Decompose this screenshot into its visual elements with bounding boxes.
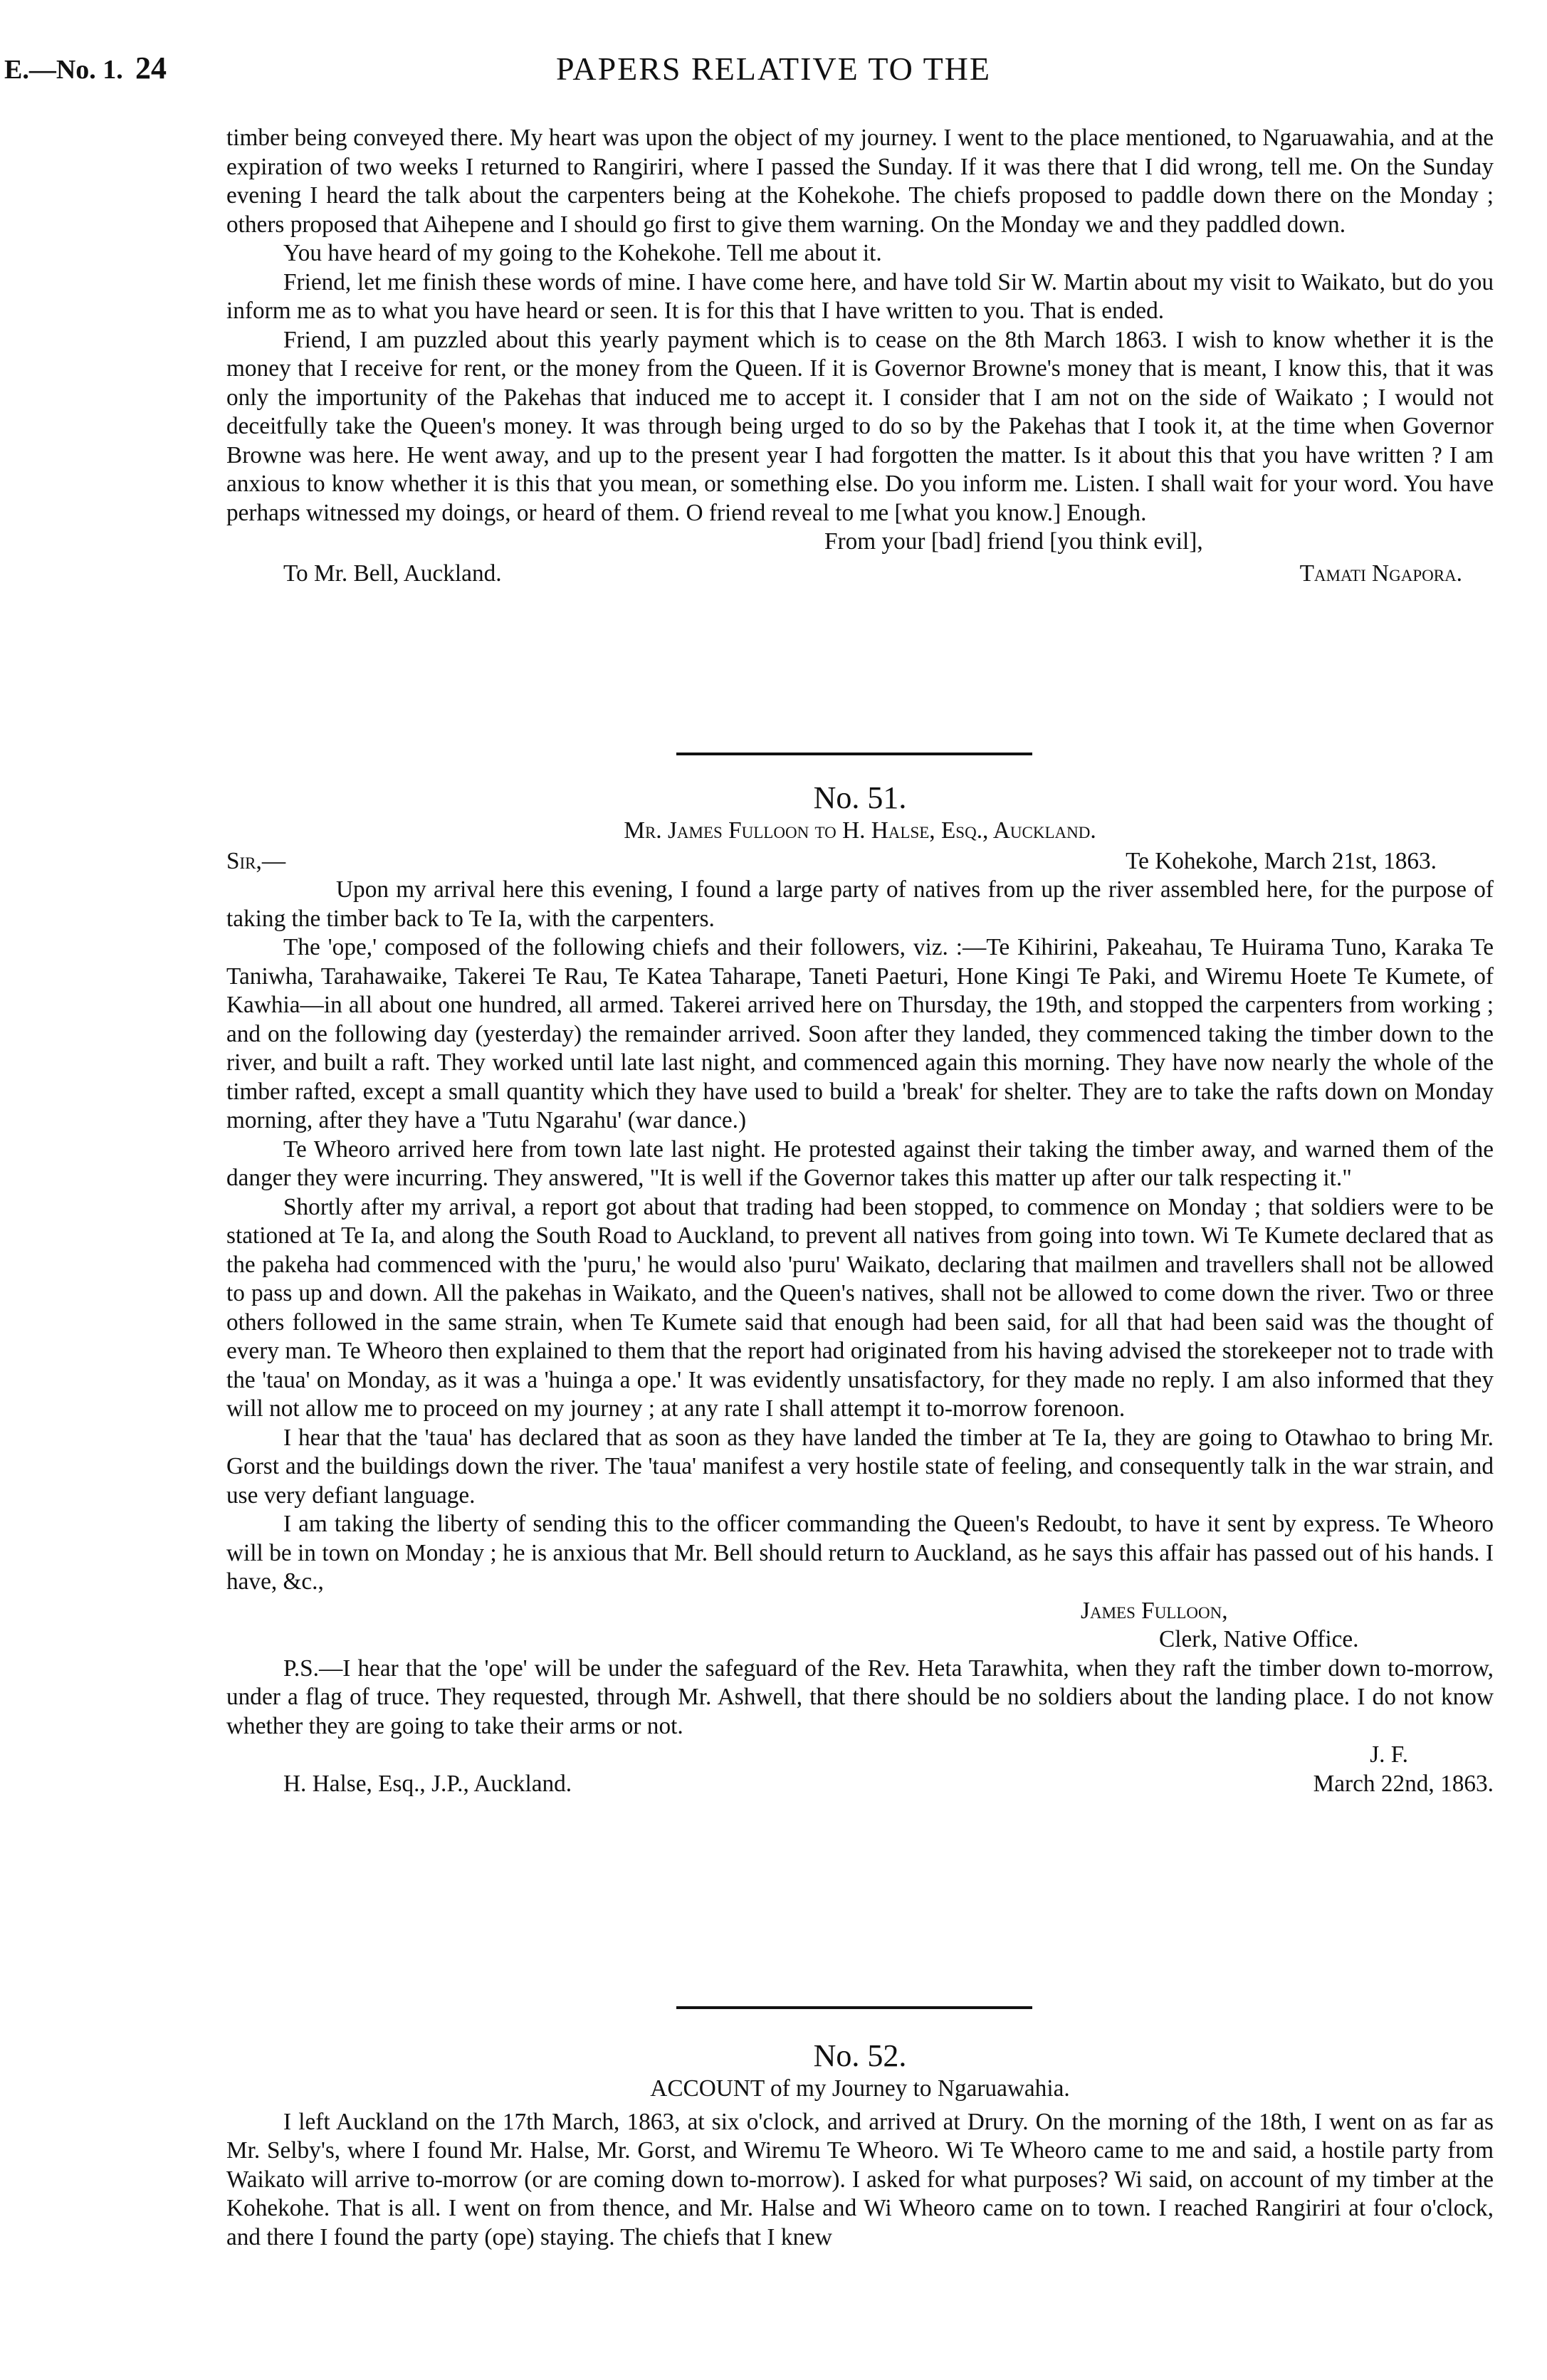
letter-paragraph: I am taking the liberty of sending this to the officer commanding the Queen's Redoubt, to have it sent by express. Te Wheoro will be in town on Monday ; he is anxious that Mr. Bell should return to Auckland, as he says this affair has passed out of his hands. I have, &c., <box>226 1511 1494 1595</box>
running-title: PAPERS RELATIVE TO THE <box>555 51 991 87</box>
letter-closing: From your [bad] friend [you think evil], <box>824 528 1203 555</box>
letter-paragraph: timber being conveyed there. My heart was upon the object of my journey. I went to the place mentioned, to Ngaruawahia, and at the expiration of two weeks I returned to Rangiriri, where I passed the Sunday. If it was there that I did wrong, tell me. On the Sunday evening I heard the talk about the carpenters being at the Kohekohe. The chiefs proposed to paddle down there on the Monday ; others proposed that Aihepene and I should go first to give them warning. On the Monday we and they paddled down. <box>226 125 1494 238</box>
postscript: P.S.—I hear that the 'ope' will be under the safeguard of the Rev. Heta Tarawhita, when they raft the timber down to-morrow, under a flag of truce. They requested, through Mr. Ashwell, that there should be no soldiers about the landing place. I do not know whether they are going to take their arms or not. <box>226 1655 1494 1739</box>
letter-paragraph: I left Auckland on the 17th March, 1863, at six o'clock, and arrived at Drury. On the morning of the 18th, I went on as far as Mr. Selby's, where I found Mr. Halse, Mr. Gorst, and Wiremu Te Wheoro. Wi Te Wheoro came to me and said, a hostile party from Waikato will arrive to-morrow (or are coming down to-morrow). I asked for what purposes? Wi said, on account of my timber at the Kohekohe. That is all. I went on from thence, and Mr. Halse and Wi Wheoro came on to town. I reached Rangiriri at four o'clock, and there I found the party (ope) staying. The chiefs that I knew <box>226 2108 1494 2250</box>
document-reference: E.—No. 1. <box>4 55 123 85</box>
letter-signature: James Fulloon, <box>1081 1597 1228 1624</box>
letter-signature: Tamati Ngapora. <box>1299 560 1462 587</box>
letter-paragraph: Te Wheoro arrived here from town late last night. He protested against their taking the timber away, and warned them of the danger they were incurring. They answered, "It is well if the Governor takes this matter up after our talk respecting it." <box>226 1136 1494 1191</box>
letter-52 <box>226 2038 1494 2252</box>
letter-number: No. 51. <box>813 780 907 815</box>
postscript-initials: J. F. <box>1370 1741 1408 1768</box>
letter-paragraph: You have heard of my going to the Kohekohe. Tell me about it. <box>283 240 882 266</box>
letter-paragraph: I hear that the 'taua' has declared that as soon as they have landed the timber at Te Ia, they are going to Otawhao to bring Mr. Gorst and the buildings down the river. The 'taua' manifest a very hostile state of feeling, and consequently talk in the war strain, and use very defiant language. <box>226 1424 1494 1509</box>
letter-51 <box>226 780 1494 1798</box>
section-divider <box>676 753 1032 755</box>
letter-paragraph: The 'ope,' composed of the following chiefs and their followers, viz. :—Te Kihirini, Pakeahau, Te Huirama Tuno, Karaka Te Taniwha, Tarahawaike, Takerei Te Rau, Te Katea Taharape, Taneti Paeturi, Hone Kingi Te Paki, and Wiremu Hoete Te Kumete, of Kawhia—in all about one hundred, all armed. Takerei arrived here on Thursday, the 19th, and stopped the carpenters from working ; and on the following day (yesterday) the remainder arrived. Soon after they landed, they commenced taking the timber down to the river, and built a raft. They worked until late last night, and commenced again this morning. They have now nearly the whole of the timber rafted, except a small quantity which they have used to build a 'break' for shelter. They are to take the rafts down on Monday morning, after they have a 'Tutu Ngarahu' (war dance.) <box>226 934 1494 1133</box>
letter-subtitle: ACCOUNT of my Journey to Ngaruawahia. <box>650 2075 1070 2102</box>
letter-number: No. 52. <box>813 2038 907 2073</box>
section-divider <box>676 2006 1032 2009</box>
letter-place-date: Te Kohekohe, March 21st, 1863. <box>1126 847 1437 874</box>
letter-50-continuation <box>226 124 1494 588</box>
page-number: 24 <box>135 51 167 85</box>
letter-subtitle: Mr. James Fulloon to H. Halse, Esq., Auckland. <box>624 817 1096 844</box>
letter-paragraph: Friend, let me finish these words of mine. I have come here, and have told Sir W. Martin about my visit to Waikato, but do you inform me as to what you have heard or seen. It is for this that I have written to you. That is ended. <box>226 268 1494 324</box>
letter-paragraph: Friend, I am puzzled about this yearly payment which is to cease on the 8th March 1863. I wish to know whether it is the money that I receive for rent, or the money from the Queen. If it is Governor Browne's money that is meant, I know this, that it was only the importunity of the Pakehas that induced me to accept it. I consider that I am not on the side of Waikato ; I would not deceitfully take the Queen's money. It was through being urged to do so by the Pakehas that I took it, at the time when Governor Browne was here. He went away, and up to the present year I had forgotten the matter. Is it about this that you have written ? I am anxious to know whether it is this that you mean, or something else. Do you inform me. Listen. I shall wait for your word. You have perhaps witnessed my doings, or heard of them. O friend reveal to me [what you know.] Enough. <box>226 326 1494 526</box>
letter-paragraph: Upon my arrival here this evening, I found a large party of natives from up the river assembled here, for the purpose of taking the timber back to Te Ia, with the carpenters. <box>226 876 1494 932</box>
signature-title: Clerk, Native Office. <box>1159 1626 1359 1652</box>
letter-salutation: Sir,— <box>226 847 286 874</box>
postscript-date: March 22nd, 1863. <box>1313 1770 1494 1797</box>
letter-addressee: To Mr. Bell, Auckland. <box>283 560 502 587</box>
postscript-addressee: H. Halse, Esq., J.P., Auckland. <box>283 1770 572 1797</box>
letter-paragraph: Shortly after my arrival, a report got about that trading had been stopped, to commence on Monday ; that soldiers were to be stationed at Te Ia, and along the South Road to Auckland, to prevent all natives from going into town. Wi Te Kumete declared that as the pakeha had commenced with the 'puru,' he would also 'puru' Waikato, declaring that mailmen and travellers shall not be allowed to pass up and down. All the pakehas in Waikato, and the Queen's natives, shall not be allowed to come down the river. Two or three others followed in the same strain, when Te Kumete said that enough had been said, for all that had been said was the thought of every man. Te Wheoro then explained to them that the report had originated from his having advised the storekeeper not to trade with the 'taua' on Monday, as it was a 'huinga a ope.' It was evidently unsatisfactory, for they made no reply. I am also informed that they will not allow me to proceed on my journey ; at any rate I shall attempt it to-morrow forenoon. <box>226 1193 1494 1422</box>
page-header <box>0 48 1547 98</box>
